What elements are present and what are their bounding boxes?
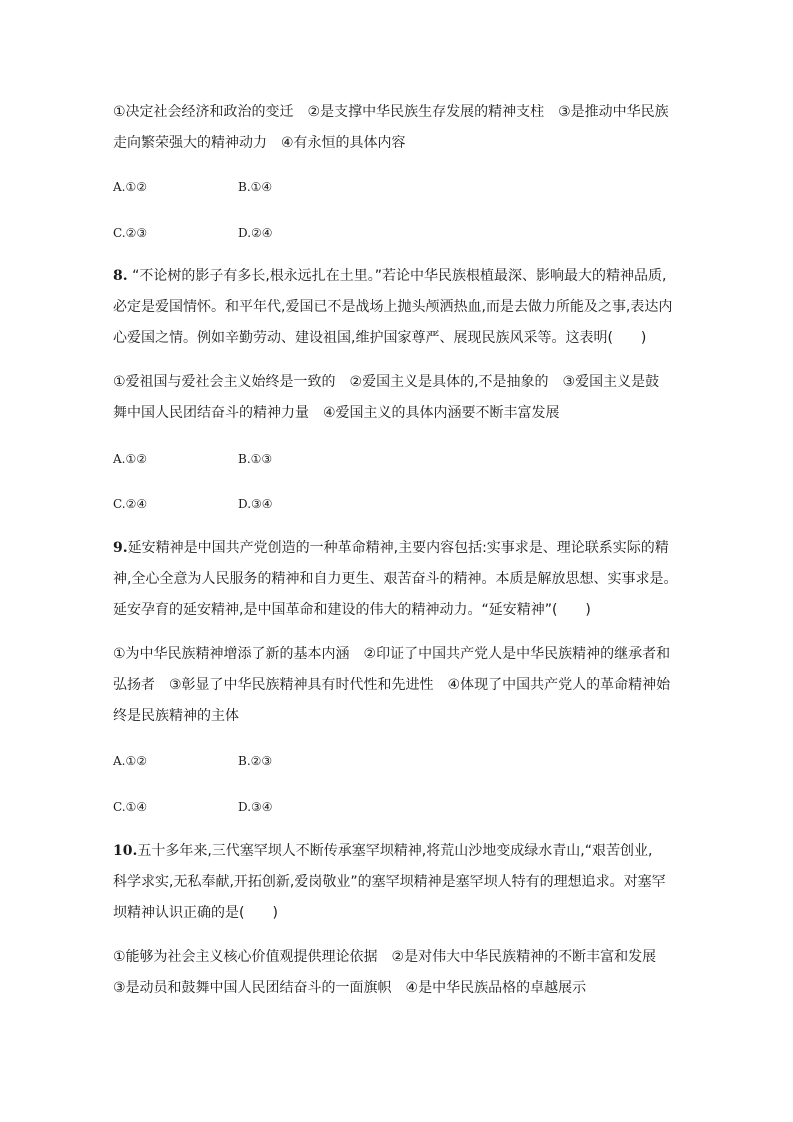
- q8-statement-line: 舞中国人民团结奋斗的精神力量 ④爱国主义的具体内涵要不断丰富发展: [113, 405, 560, 421]
- q8-stem-line: 必定是爱国情怀。和平年代,爱国已不是战场上抛头颅洒热血,而是去做力所能及之事,表达内: [113, 299, 673, 315]
- q10-stem-line: [113, 841, 652, 861]
- q10-stem-line: 坝精神认识正确的是( ): [113, 905, 278, 921]
- q8-option-b[interactable]: B.①③: [238, 452, 273, 466]
- q7-statement-line: 走向繁荣强大的精神动力 ④有永恒的具体内容: [113, 135, 406, 151]
- q7-statement-line: ①决定社会经济和政治的变迁 ②是支撑中华民族生存发展的精神支柱 ③是推动中华民族: [113, 104, 669, 120]
- q10-stem-line: 科学求实,无私奉献,开拓创新,爱岗敬业”的塞罕坝精神是塞罕坝人特有的理想追求。对塞罕: [113, 874, 666, 890]
- q8-option-c[interactable]: C.②④: [113, 497, 148, 511]
- q10-number: 10.: [113, 843, 138, 859]
- q9-option-d[interactable]: D.③④: [238, 800, 273, 814]
- q7-option-d[interactable]: D.②④: [238, 226, 273, 240]
- q8-stem-line: [113, 266, 666, 286]
- q7-option-a[interactable]: A.①②: [113, 180, 147, 194]
- q8-option-a[interactable]: A.①②: [113, 452, 147, 466]
- q8-stem-line: 心爱国之情。例如辛勤劳动、建设祖国,维护国家尊严、展现民族风采等。这表明( ): [113, 330, 647, 346]
- q9-number: 9.: [113, 540, 128, 556]
- q9-stem-text: 延安精神是中国共产党创造的一种革命精神,主要内容包括:实事求是、理论联系实际的精: [127, 540, 669, 556]
- q9-option-a[interactable]: A.①②: [113, 754, 147, 768]
- q7-option-c[interactable]: C.②③: [113, 226, 148, 240]
- q8-stem-text: “不论树的影子有多长,根永远扎在土里。”若论中华民族根植最深、影响最大的精神品质,: [132, 268, 667, 284]
- q10-stem-text: 五十多年来,三代塞罕坝人不断传承塞罕坝精神,将荒山沙地变成绿水青山,“艰苦创业,: [137, 843, 653, 859]
- q8-option-d[interactable]: D.③④: [238, 497, 273, 511]
- q9-stem-line: 延安孕育的延安精神,是中国革命和建设的伟大的精神动力。“延安精神”( ): [113, 602, 591, 618]
- q7-option-b[interactable]: B.①④: [238, 180, 273, 194]
- q10-statement-line: ③是动员和鼓舞中国人民团结奋斗的一面旗帜 ④是中华民族品格的卓越展示: [113, 980, 587, 996]
- q8-statement-line: ①爱祖国与爱社会主义始终是一致的 ②爱国主义是具体的,不是抽象的 ③爱国主义是鼓: [113, 374, 660, 390]
- q10-statement-line: ①能够为社会主义核心价值观提供理论依据 ②是对伟大中华民族精神的不断丰富和发展: [113, 949, 657, 965]
- q8-number: 8.: [113, 268, 128, 284]
- q9-statement-line: 弘扬者 ③彰显了中华民族精神具有时代性和先进性 ④体现了中国共产党人的革命精神始: [113, 677, 671, 693]
- q9-option-c[interactable]: C.①④: [113, 800, 148, 814]
- q9-statement-line: 终是民族精神的主体: [113, 708, 239, 724]
- q9-stem-line: 神,全心全意为人民服务的精神和自力更生、艰苦奋斗的精神。本质是解放思想、实事求是。: [113, 571, 678, 587]
- q9-statement-line: ①为中华民族精神增添了新的基本内涵 ②印证了中国共产党人是中华民族精神的继承者和: [113, 646, 671, 662]
- q9-option-b[interactable]: B.②③: [238, 754, 273, 768]
- q9-stem-line: [113, 538, 669, 558]
